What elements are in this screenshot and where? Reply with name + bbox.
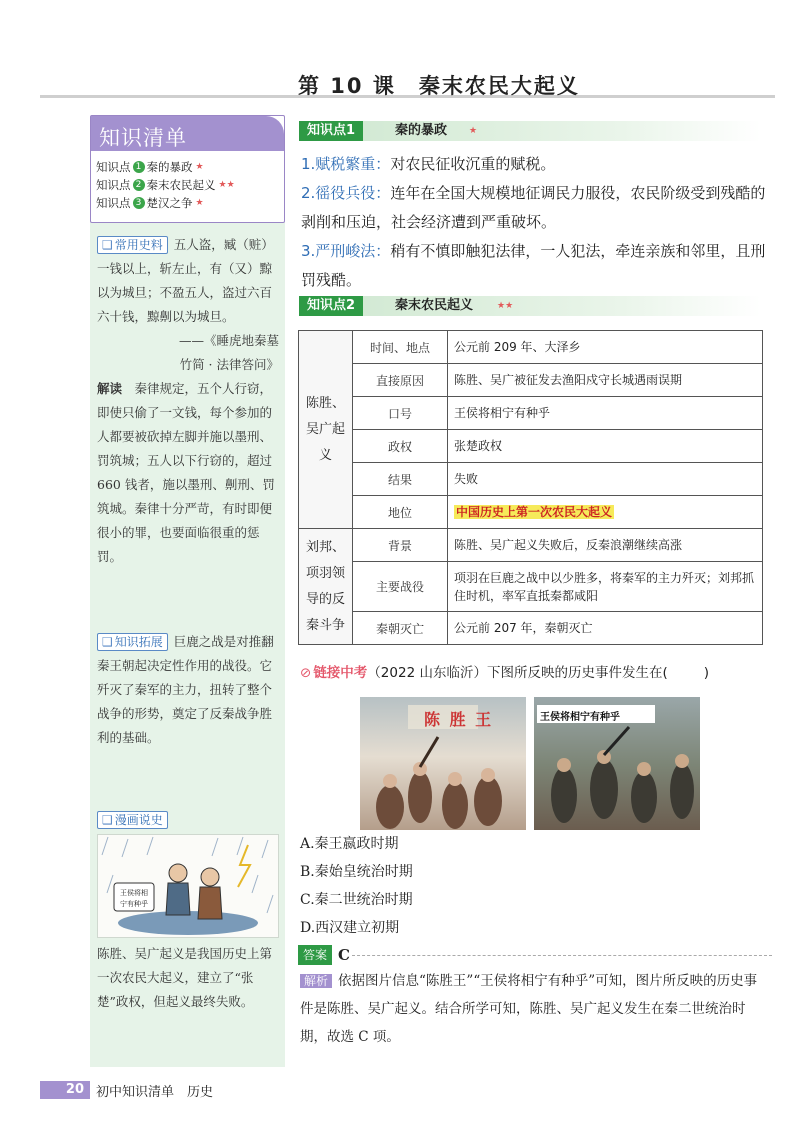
tyranny-item-text: 对农民征收沉重的赋税。 <box>390 155 556 173</box>
tag-label: 常用史料 <box>114 238 163 252</box>
interpretation-text: 秦律规定，五个人行窃，即使只偷了一文钱，每个参加的人都要被砍掉左脚并施以墨刑、罚筑城；五人以下行窃的，超过 660 钱者，施以墨刑、劓刑、罚筑城。秦律十分严苛，有时即便很小的罪，也要面临很重的惩罚。 <box>97 381 275 564</box>
uprising-table <box>298 330 763 645</box>
kp-prefix: 知识点 <box>96 178 131 192</box>
source-text-first: 五人盗，臧（赃） <box>173 237 274 252</box>
value-cell: 陈胜、吴广起义失败后，反秦浪潮继续高涨 <box>448 529 763 562</box>
comic-section-tag-row <box>97 808 279 832</box>
kp-number-badge: 2 <box>133 179 145 191</box>
analysis <box>300 967 768 1051</box>
option-d[interactable]: D.西汉建立初期 <box>300 920 400 936</box>
table-row <box>299 397 763 430</box>
knowledge-list-box <box>90 115 285 223</box>
kp-label: 秦的暴政 <box>146 160 193 174</box>
image-caption: 陈 胜 王 <box>424 710 494 729</box>
attr-cell: 主要战役 <box>353 562 448 612</box>
divider <box>352 955 772 956</box>
star-icon: ★ <box>469 126 478 136</box>
value-cell: 王侯将相宁有种乎 <box>448 397 763 430</box>
analysis-tag: 解析 <box>300 974 332 988</box>
common-sources-section <box>97 233 279 569</box>
image-caption: 王侯将相宁有种乎 <box>540 712 620 723</box>
table-row <box>299 529 763 562</box>
table-row <box>299 562 763 612</box>
table-row <box>299 331 763 364</box>
option-c[interactable]: C.秦二世统治时期 <box>300 892 413 908</box>
knowledge-list-header: 知识清单 <box>91 116 284 151</box>
tyranny-item <box>301 150 771 179</box>
group-cell-chen-wu: 陈胜、吴广起义 <box>299 331 353 529</box>
value-cell <box>448 496 763 529</box>
answer-row <box>298 945 350 965</box>
value-cell: 陈胜、吴广被征发去渔阳戍守长城遇雨误期 <box>448 364 763 397</box>
page-number: 20 <box>40 1081 90 1099</box>
comic-illustration <box>97 834 279 938</box>
attr-cell: 直接原因 <box>353 364 448 397</box>
question-close-paren: ) <box>703 665 710 681</box>
common-sources-tag <box>97 236 168 254</box>
option-b[interactable]: B.秦始皇统治时期 <box>300 864 413 880</box>
kp1-title: 秦的暴政 <box>395 123 448 138</box>
tyranny-item-text: 连年在全国大规模地征调民力服役，农民阶级受到残酷的剥削和压迫，社会经济遭到严重破坏。 <box>301 184 766 231</box>
kp-prefix: 知识点 <box>96 160 131 174</box>
knowledge-expand-section <box>97 630 279 750</box>
kp-label: 秦末农民起义 <box>146 178 216 192</box>
question-stem: （2022 山东临沂）下图所反映的历史事件发生在( <box>367 665 668 681</box>
tyranny-item-label: 2.徭役兵役： <box>301 184 391 202</box>
source-text: 一钱以上，斩左止，有（又）黥以为城旦；不盈五人，盗过六百六十钱，黥劓以为城旦。 <box>97 261 273 324</box>
tyranny-list <box>301 150 771 295</box>
kp1-header <box>299 121 761 141</box>
history-image-chen-sheng <box>360 697 526 830</box>
table-row <box>299 612 763 645</box>
source-citation: 竹简 · 法律答问》 <box>179 357 279 372</box>
speech-bubble-line2: 宁有种乎 <box>120 900 148 908</box>
comic-caption <box>97 942 279 1014</box>
kp-number-badge: 3 <box>133 197 145 209</box>
book-title: 初中知识清单 历史 <box>96 1084 214 1100</box>
star-icon: ★★ <box>497 301 514 311</box>
attr-cell: 背景 <box>353 529 448 562</box>
attr-cell: 地位 <box>353 496 448 529</box>
value-cell: 张楚政权 <box>448 430 763 463</box>
comic-tag <box>97 811 168 829</box>
table-row <box>299 364 763 397</box>
kp-prefix: 知识点 <box>96 196 131 210</box>
tyranny-item <box>301 179 771 237</box>
source-citation: ——《睡虎地秦墓 <box>178 333 279 348</box>
answer-options <box>300 830 413 942</box>
tag-label: 知识拓展 <box>114 635 163 649</box>
knowledge-point-list <box>91 151 284 212</box>
tyranny-item-label: 3.严刑峻法： <box>301 242 391 260</box>
tag-label: 漫画说史 <box>114 813 163 827</box>
page-footer <box>40 1080 213 1100</box>
attr-cell: 政权 <box>353 430 448 463</box>
option-a[interactable]: A.秦王嬴政时期 <box>300 836 399 852</box>
answer-tag: 答案 <box>298 945 332 965</box>
knowledge-point-item[interactable] <box>96 194 284 212</box>
page-title: 第 10 课 秦末农民大起义 <box>298 74 580 98</box>
tyranny-item <box>301 237 771 295</box>
tyranny-item-label: 1.赋税繁重： <box>301 155 391 173</box>
kp2-label: 知识点2 <box>299 296 363 316</box>
value-cell: 公元前 207 年，秦朝灭亡 <box>448 612 763 645</box>
tyranny-item-text: 稍有不慎即触犯法律，一人犯法，牵连亲族和邻里，且刑罚残酷。 <box>301 242 766 289</box>
table-row <box>299 430 763 463</box>
kp2-header <box>299 296 761 316</box>
interpretation-label: 解读 <box>97 381 123 396</box>
table-row <box>299 463 763 496</box>
attr-cell: 结果 <box>353 463 448 496</box>
comic-drawing <box>98 835 279 938</box>
kp1-label: 知识点1 <box>299 121 363 141</box>
expand-text: 巨鹿之战是对推翻秦王朝起决定性作用的战役。它歼灭了秦军的主力，扭转了整个战争的形势，奠定了反秦战争胜利的基础。 <box>97 634 274 745</box>
kp-label: 楚汉之争 <box>146 196 193 210</box>
attr-cell: 口号 <box>353 397 448 430</box>
link-icon: ⊘ <box>300 665 312 681</box>
analysis-text: 依据图片信息“陈胜王”“王侯将相宁有种乎”可知，图片所反映的历史事件是陈胜、吴广起义。结合所学可知，陈胜、吴广起义发生在秦二世统治时期，故选 C 项。 <box>300 973 758 1045</box>
answer-value: C <box>338 946 350 964</box>
knowledge-point-item[interactable] <box>96 176 284 194</box>
speech-bubble-line1: 王侯将相 <box>120 889 148 897</box>
comic-caption-text: 陈胜、吴广起义是我国历史上第一次农民大起义，建立了“张楚”政权，但起义最终失败。 <box>97 946 273 1009</box>
book-icon: ❑ <box>102 635 113 649</box>
value-cell: 失败 <box>448 463 763 496</box>
attr-cell: 时间、地点 <box>353 331 448 364</box>
book-icon: ❑ <box>102 238 113 252</box>
group-cell-liu-xiang: 刘邦、项羽领导的反秦斗争 <box>299 529 353 645</box>
kp2-title: 秦末农民起义 <box>395 298 474 313</box>
exam-link-tag: 链接中考 <box>313 665 368 681</box>
knowledge-point-item[interactable] <box>96 158 284 176</box>
kp-number-badge: 1 <box>133 161 145 173</box>
title-bar <box>40 72 775 98</box>
book-icon: ❑ <box>102 813 113 827</box>
highlighted-status: 中国历史上第一次农民大起义 <box>456 505 613 519</box>
star-icon: ★ <box>195 162 204 172</box>
exam-link-question <box>300 663 770 683</box>
attr-cell: 秦朝灭亡 <box>353 612 448 645</box>
star-icon: ★ <box>195 198 204 208</box>
knowledge-expand-tag <box>97 633 168 651</box>
table-row <box>299 496 763 529</box>
history-image-slogan <box>534 697 700 830</box>
star-icon: ★★ <box>218 180 235 190</box>
value-cell: 项羽在巨鹿之战中以少胜多，将秦军的主力歼灭；刘邦抓住时机，率军直抵秦都咸阳 <box>448 562 763 612</box>
value-cell: 公元前 209 年、大泽乡 <box>448 331 763 364</box>
